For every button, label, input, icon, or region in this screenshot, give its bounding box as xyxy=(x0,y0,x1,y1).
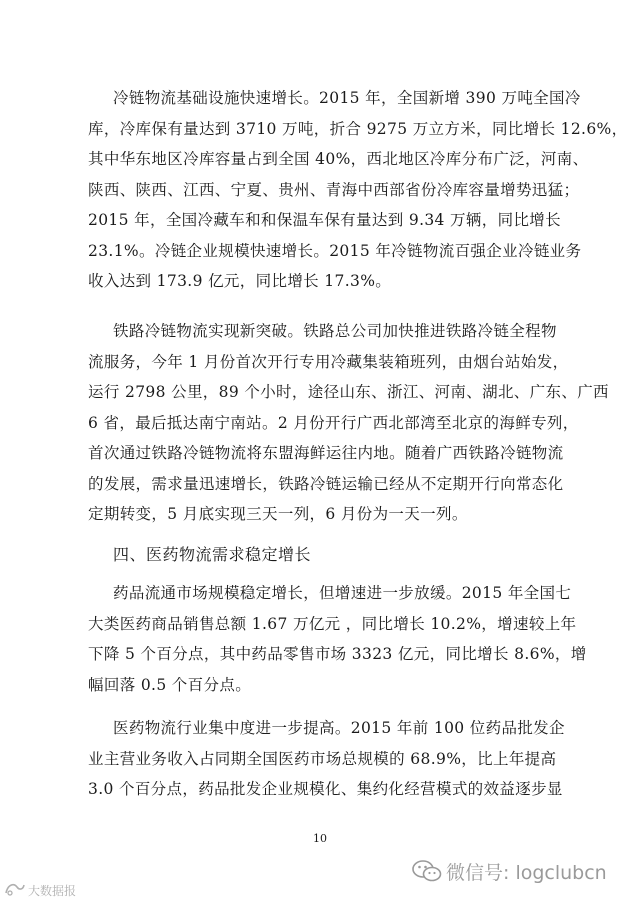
text-line: 23.1%。冷链企业规模快速增长。2015 年冷链物流百强企业冷链业务 xyxy=(88,241,582,260)
text-line: 定期转变，5 月底实现三天一列，6 月份为一天一列。 xyxy=(88,505,468,523)
text-line: 其中华东地区冷库容量占到全国 40%，西北地区冷库分布广泛，河南、 xyxy=(88,150,589,168)
text-line: 3.0 个百分点，药品批发企业规模化、集约化经营模式的效益逐步显 xyxy=(88,780,563,798)
text-line: 首次通过铁路冷链物流将东盟海鲜运往内地。随着广西铁路冷链物流 xyxy=(88,444,564,462)
text-line: 运行 2798 公里，89 个小时，途径山东、浙江、河南、湖北、广东、广西 xyxy=(88,383,609,401)
wechat-id-text: 微信号: logclubcn xyxy=(446,861,607,884)
text-line: 收入达到 173.9 亿元，同比增长 17.3%。 xyxy=(88,272,392,290)
text-line: 6 省，最后抵达南宁南站。2 月份开行广西北部湾至北京的海鲜专列， xyxy=(88,413,579,432)
text-line: 业主营业务收入占同期全国医药市场总规模的 68.9%，比上年提高 xyxy=(88,749,557,768)
text-line: 流服务，今年 1 月份首次开行专用冷藏集装箱班列，由烟台站始发， xyxy=(88,352,569,371)
wechat-watermark xyxy=(412,858,607,884)
text-line: 幅回落 0.5 个百分点。 xyxy=(88,675,252,694)
text-line: 大类医药商品销售总额 1.67 万亿元 ，同比增长 10.2%，增速较上年 xyxy=(88,614,577,633)
section-heading: 四、医药物流需求稳定增长 xyxy=(113,545,312,564)
corner-watermark xyxy=(4,880,76,900)
text-line: 医药物流行业集中度进一步提高。2015 年前 100 位药品批发企 xyxy=(113,719,565,737)
text-line: 下降 5 个百分点，其中药品零售市场 3323 亿元，同比增长 8.6%，增 xyxy=(88,645,587,663)
text-line: 药品流通市场规模稳定增长，但增速进一步放缓。2015 年全国七 xyxy=(113,584,572,602)
page-number: 10 xyxy=(313,832,327,845)
text-line: 2015 年，全国冷藏车和和保温车保有量达到 9.34 万辆，同比增长 xyxy=(88,211,561,229)
text-line: 冷链物流基础设施快速增长。2015 年，全国新增 390 万吨全国冷 xyxy=(113,89,581,107)
text-line: 的发展，需求量迅速增长，铁路冷链运输已经从不定期开行向常态化 xyxy=(88,474,564,493)
text-line: 陕西、陕西、江西、宁夏、贵州、青海中西部省份冷库容量增势迅猛； xyxy=(88,180,580,199)
corner-logo-icon xyxy=(4,881,26,900)
wechat-icon xyxy=(412,859,442,883)
text-line: 库，冷库保有量达到 3710 万吨，折合 9275 万立方米，同比增长 12.6%， xyxy=(88,119,628,138)
text-line: 铁路冷链物流实现新突破。铁路总公司加快推进铁路冷链全程物 xyxy=(113,322,557,340)
corner-watermark-text: 大数据报 xyxy=(28,883,77,898)
